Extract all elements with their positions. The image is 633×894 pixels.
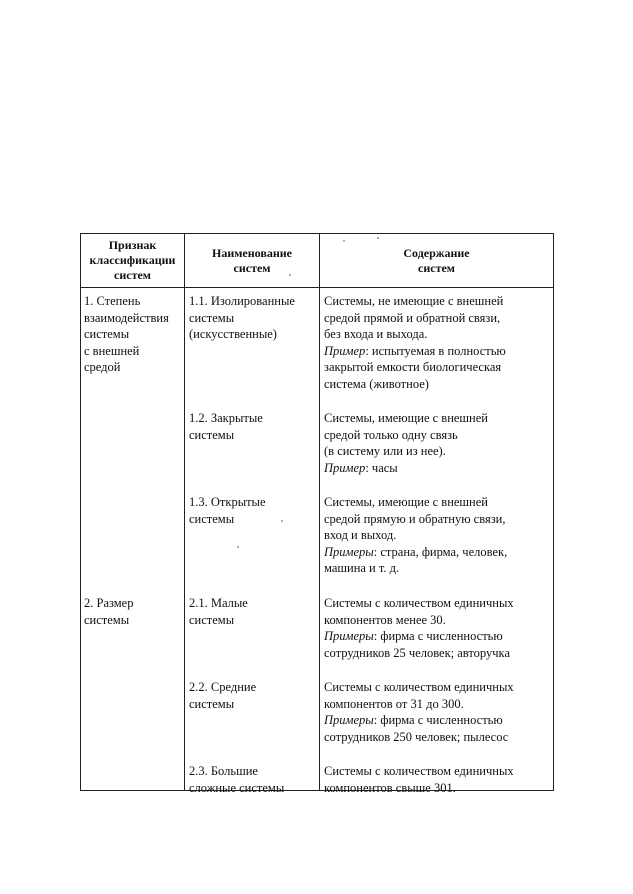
system-description-cell <box>324 293 552 392</box>
system-description-cell <box>324 679 552 745</box>
description-text: Системы, не имеющие с внешней средой прямой и обратной связи, без входа и выхода. <box>324 294 504 341</box>
system-description-cell: Системы с количеством единичных компонентов свыше 301. <box>324 764 514 795</box>
system-description-cell <box>324 494 552 577</box>
criterion-cell: 1. Степень взаимодействия системы с внешней средой <box>84 294 169 374</box>
scan-speck <box>237 546 239 548</box>
system-name-cell: 1.1. Изолированные системы (искусственные) <box>189 294 295 341</box>
description-text: Системы, имеющие с внешней средой только одну связь (в систему или из нее). <box>324 411 488 458</box>
description-text: Системы с количеством единичных компонентов менее 30. <box>324 596 514 627</box>
description-text: Системы с количеством единичных компонентов от 31 до 300. <box>324 680 514 711</box>
description-text: Системы, имеющие с внешней средой прямую и обратную связи, вход и выход. <box>324 495 506 542</box>
example-text: : испытуемая в полностью закрытой емкости биологическая система (животное) <box>324 343 506 391</box>
example-text: : фирма с численностью сотрудников 250 человек; пылесос <box>324 713 509 744</box>
system-description-cell <box>324 595 552 661</box>
example-label: Пример <box>324 343 366 358</box>
example-text: : страна, фирма, человек, машина и т. д. <box>324 544 508 575</box>
system-name-cell: 1.3. Открытые системы <box>189 495 266 526</box>
system-description-cell <box>324 410 552 476</box>
scan-speck <box>343 240 345 242</box>
scan-speck <box>377 237 379 239</box>
header-criterion: Признак классификации систем <box>89 238 176 282</box>
header-divider <box>81 287 553 288</box>
example-label: Примеры <box>324 629 374 643</box>
criterion-cell: 2. Размер системы <box>84 596 134 627</box>
scan-speck <box>281 520 283 522</box>
example-text: : фирма с численностью сотрудников 25 человек; авторучка <box>324 629 510 660</box>
scan-speck <box>289 274 291 276</box>
system-name-cell: 1.2. Закрытые системы <box>189 411 263 442</box>
system-name-cell: 2.3. Большие сложные системы <box>189 764 285 795</box>
system-name-cell: 2.1. Малые системы <box>189 596 248 627</box>
example-label: Пример <box>324 460 366 475</box>
header-content: Содержание систем <box>403 245 470 275</box>
classification-table <box>80 233 554 795</box>
system-name-cell: 2.2. Средние системы <box>189 680 257 711</box>
column-divider <box>184 234 185 790</box>
column-divider <box>319 234 320 790</box>
header-name: Наименование систем <box>212 245 292 275</box>
example-label: Примеры <box>324 544 374 559</box>
example-label: Примеры <box>324 713 374 727</box>
example-text: : часы <box>365 460 398 475</box>
